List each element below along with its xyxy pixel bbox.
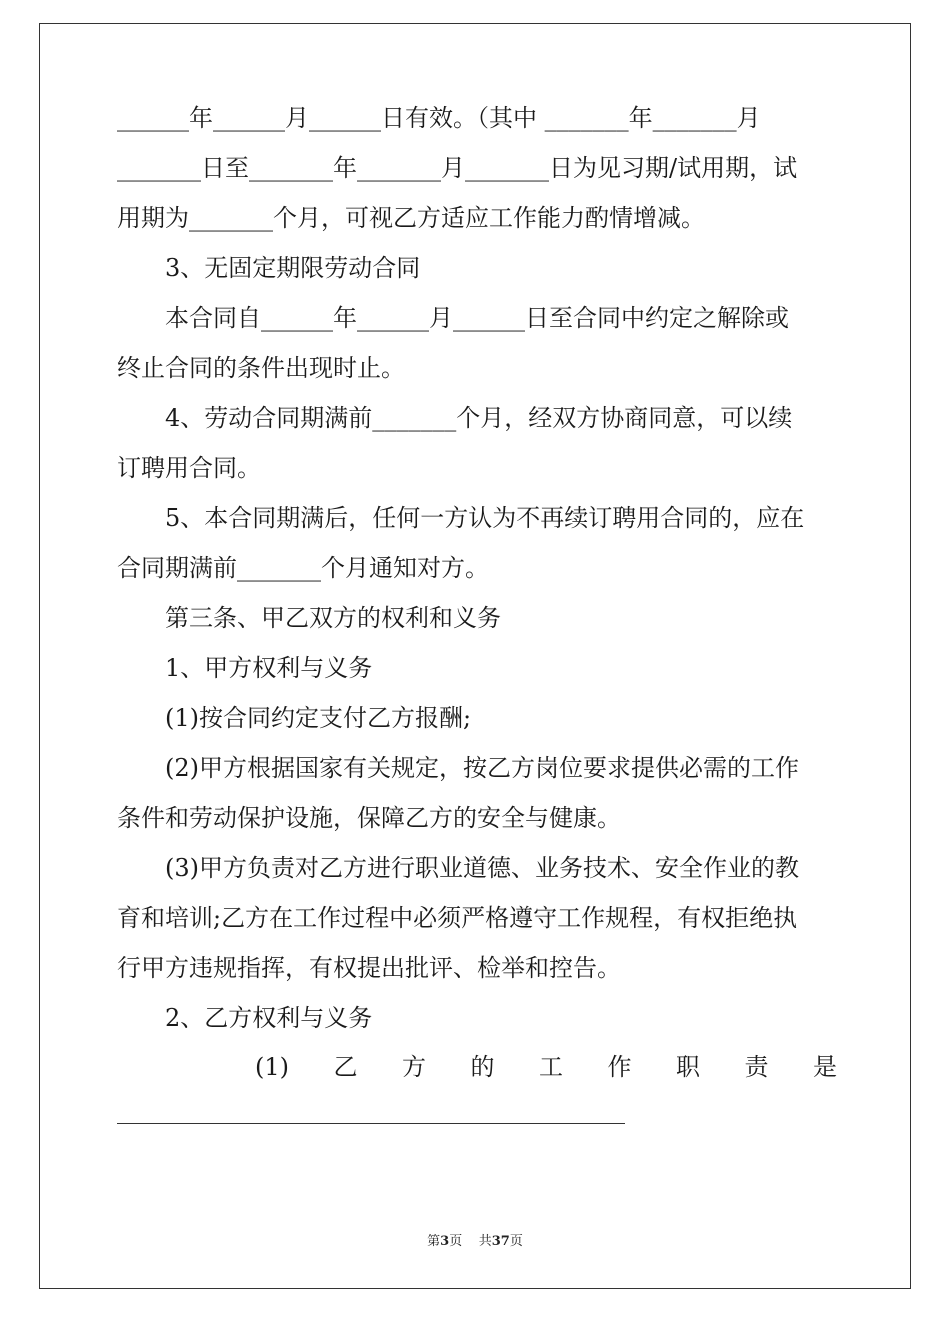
- page-number: 3: [440, 1234, 450, 1249]
- clause-heading: 3、无固定期限劳动合同: [165, 254, 421, 282]
- contract-line: 育和培训;乙方在工作过程中必须严格遵守工作规程，有权拒绝执: [117, 904, 798, 932]
- contract-line: (2)甲方根据国家有关规定，按乙方岗位要求提供必需的工作: [165, 754, 799, 782]
- justified-char: 责: [744, 1053, 769, 1081]
- contract-line: 终止合同的条件出现时止。: [117, 354, 405, 382]
- total-pages: 37: [491, 1234, 510, 1249]
- contract-line: 行甲方违规指挥，有权提出批评、检举和控告。: [117, 954, 621, 982]
- justified-char: 职: [676, 1053, 700, 1081]
- contract-line: _______日至_______年_______月_______日为见习期/试用期，试: [117, 154, 798, 182]
- contract-line: 合同期满前_______个月通知对方。: [117, 554, 489, 582]
- justified-char: 工: [539, 1053, 563, 1081]
- page-footer: [0, 1234, 950, 1250]
- article-heading: 第三条、甲乙双方的权利和义务: [165, 604, 501, 632]
- justified-char: (1): [255, 1053, 289, 1081]
- contract-line: 本合同自______年______月______日至合同中约定之解除或: [165, 304, 789, 332]
- page-prefix: 第: [427, 1234, 441, 1249]
- page-suffix: 页: [449, 1234, 463, 1249]
- total-prefix: 共: [478, 1234, 492, 1249]
- justified-char: 乙: [333, 1053, 358, 1081]
- contract-line: (1)按合同约定支付乙方报酬;: [165, 704, 472, 732]
- justified-char: 的: [470, 1053, 495, 1081]
- contract-line: 4、劳动合同期满前_______个月，经双方协商同意，可以续: [165, 404, 793, 432]
- justified-char: 方: [402, 1053, 426, 1081]
- blank-fill-line: [117, 1123, 625, 1124]
- justified-line: [255, 1052, 837, 1082]
- contract-line: (3)甲方负责对乙方进行职业道德、业务技术、安全作业的教: [165, 854, 799, 882]
- contract-line: 条件和劳动保护设施，保障乙方的安全与健康。: [117, 804, 621, 832]
- clause-heading: 1、甲方权利与义务: [165, 654, 373, 682]
- total-suffix: 页: [509, 1234, 523, 1249]
- contract-line: 订聘用合同。: [117, 454, 261, 482]
- contract-line: 5、本合同期满后，任何一方认为不再续订聘用合同的，应在: [165, 504, 805, 532]
- clause-heading: 2、乙方权利与义务: [165, 1004, 373, 1032]
- justified-char: 是: [813, 1053, 837, 1081]
- justified-char: 作: [607, 1053, 632, 1081]
- contract-line: 用期为_______个月，可视乙方适应工作能力酌情增减。: [117, 204, 705, 232]
- contract-line: ______年______月______日有效。（其中 _______年_______月: [117, 104, 761, 132]
